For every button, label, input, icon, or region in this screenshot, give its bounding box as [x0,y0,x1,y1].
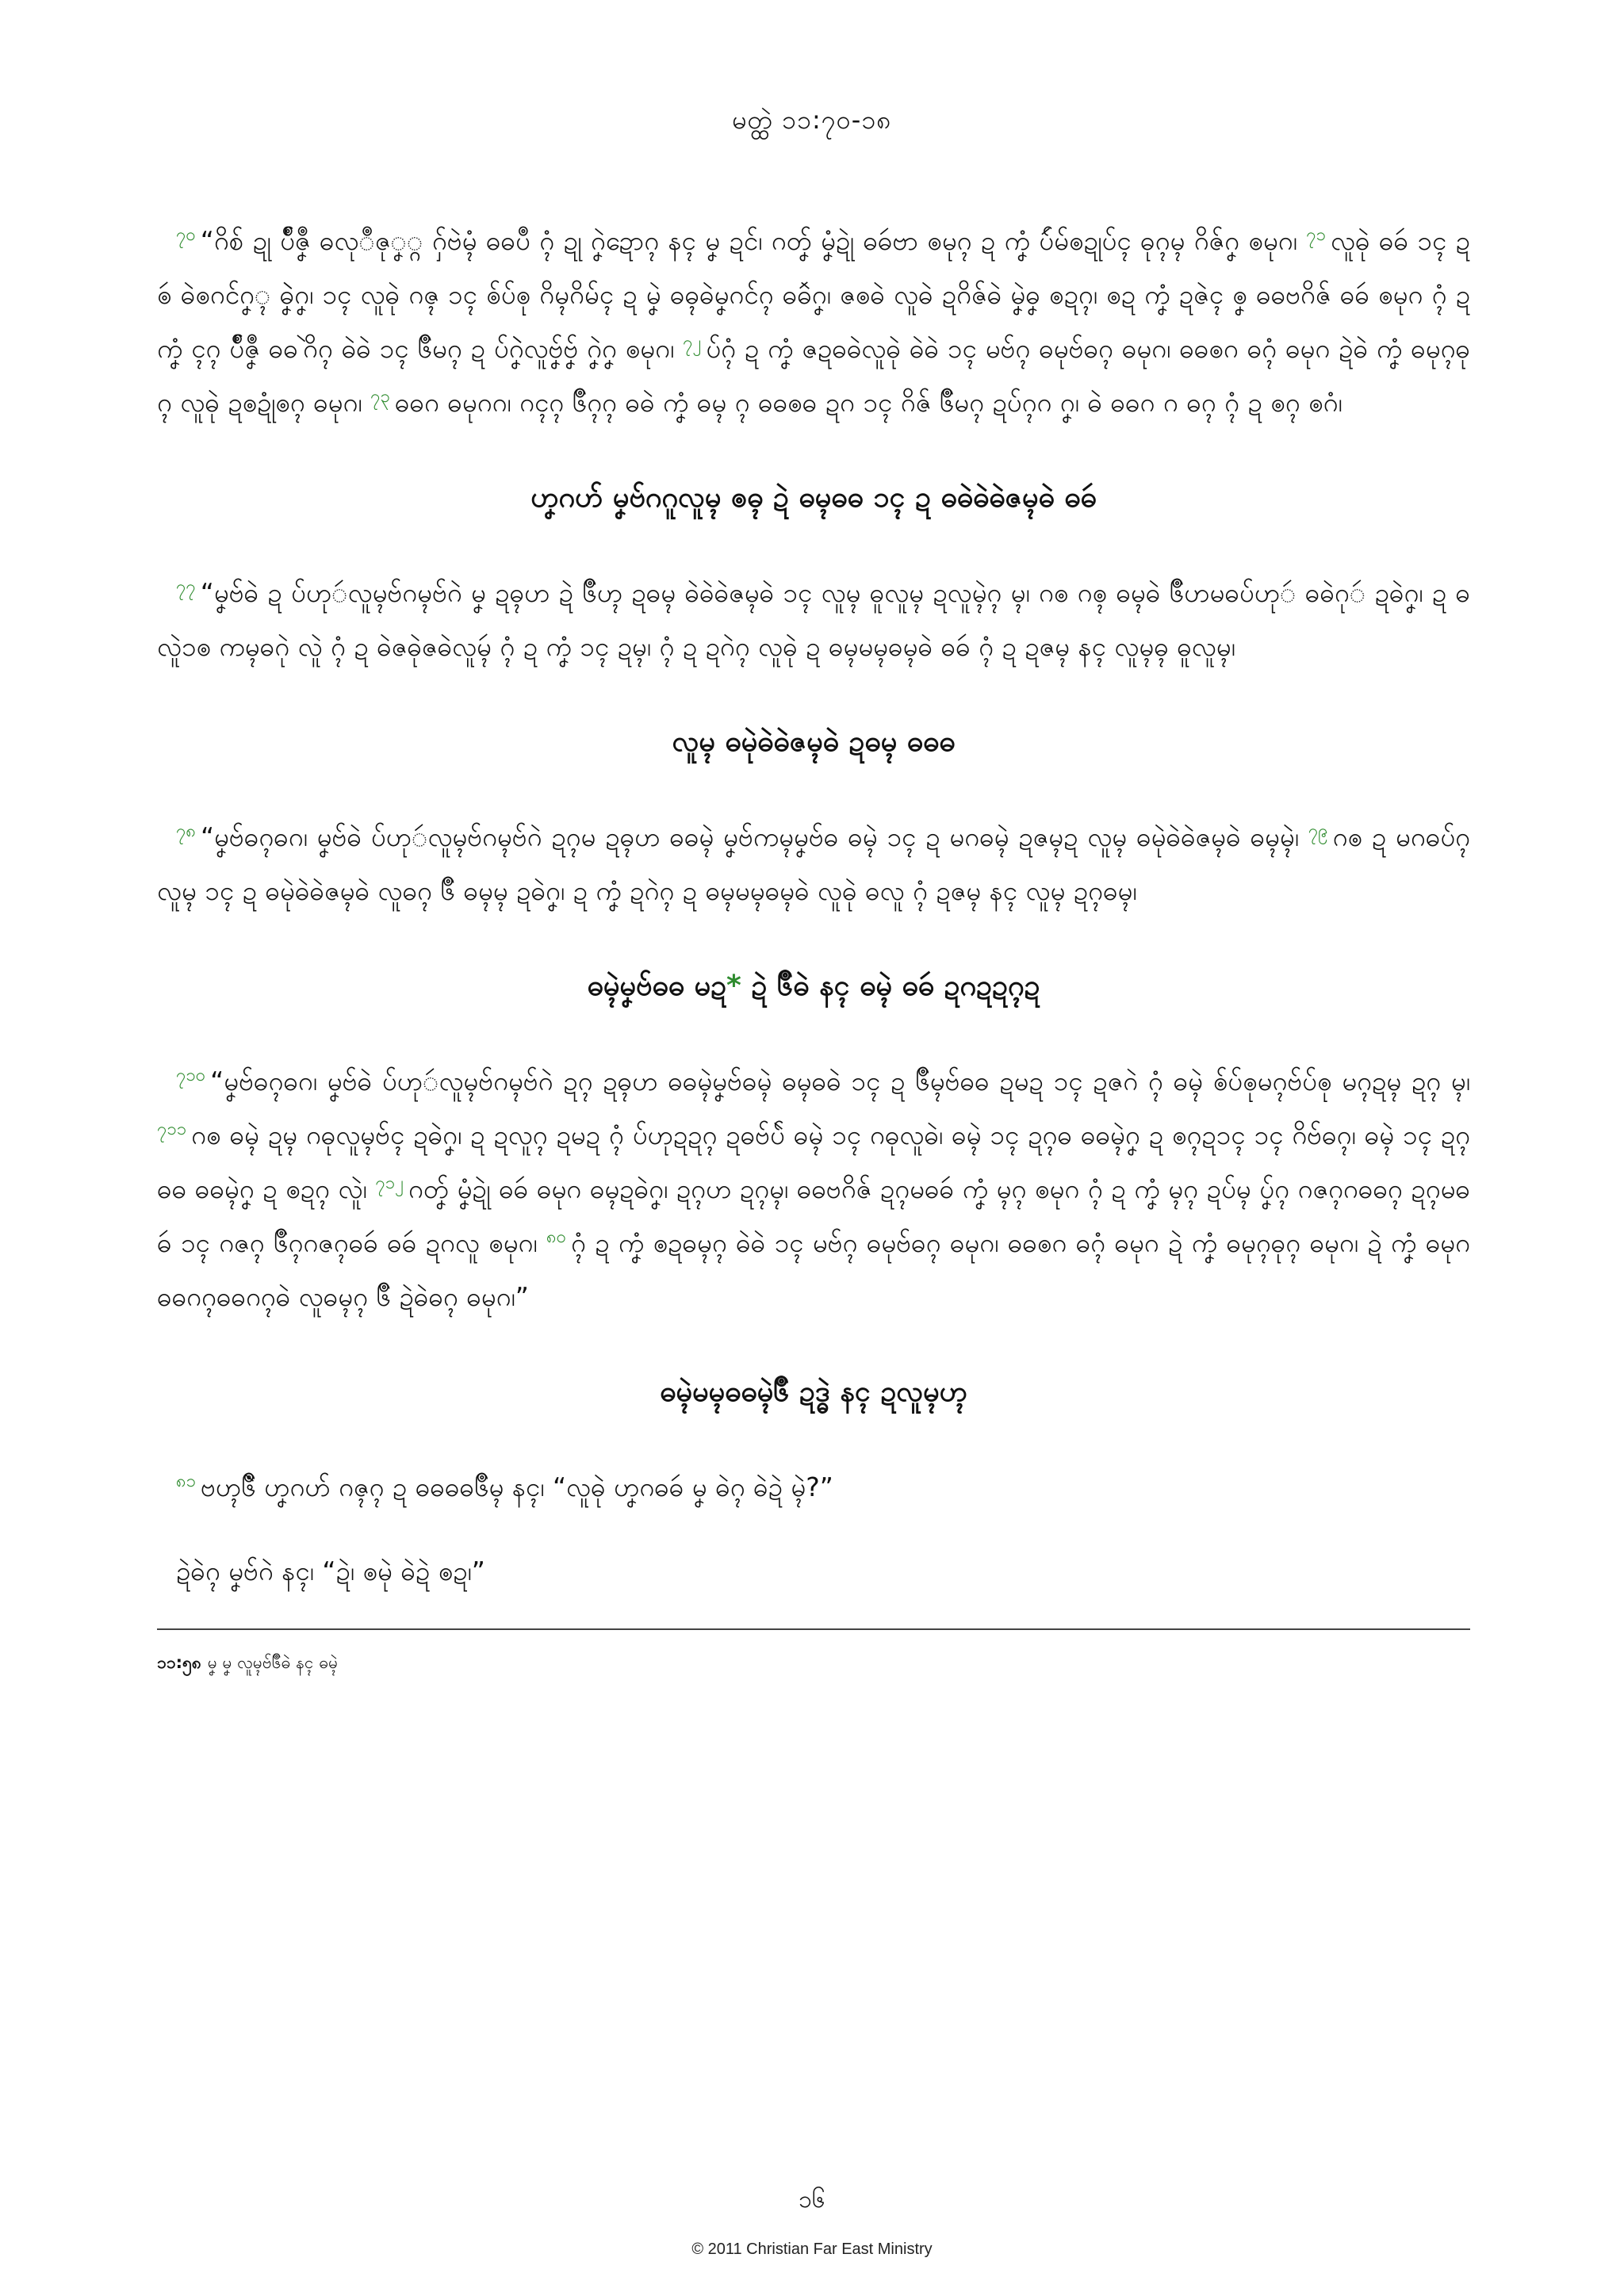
verse-number: ၇၁၀ [176,1066,206,1085]
section-heading [157,962,1470,1010]
page-content [157,214,1470,1674]
scripture-paragraph [157,1544,1470,1598]
section-heading [157,474,1470,522]
verse-text: ဍဲဓဲဂ္ၚ မၞဗ်ဂဲ နၚ၊ “ဍဲ၊ ၜမုဲ ဓဲဍဲ ၜဍ၊” [176,1556,485,1586]
verse-text: ဂတၞ် မၞံဍုဲ ဓဓဴ ဓမုဂ ဓမ္ၚဍဓဲဂၞ၊ ဍဂ္ၚဟ ဍဂ္ၚမ္ၚ၊ ဓဓဗဂိဇ် ဍဂ္ၚမဓဓဴ ကၞံ မ္ၚဂ္ၚ ၜမုဂ ဂ္ၚံ ဍ ကၞံ မ္ၚဂ္ၚ ဍပ်မ္ၚ ပ်ၞဂ္ၚ ဂဇဂ္ၚဂဓဓဂ္ၚ ဍဂ္ၚမဓဓဴ ၁ၚ ဂဇဂ္ၚ ၆ဳဂ္ၚဂဇဂ္ၚဓဓဴ ဓဓဴ ဍဂလူ ၜမုဂ၊ [157,1173,1470,1258]
verse-number: ၇၃ [370,387,390,407]
verse-number: ၇၀ [176,225,196,245]
scripture-paragraph [157,566,1470,674]
verse-text: ဂၜ ဓမ္ၚဲ ဍမ္ၚ ဂဓုလူမ္ၚဗ်ၚ ဍဓဲဂၞ၊ ဍ ဍလူဂ္ၚ ဍမဍ ဂ္ၚံ ပ်ဟုဍဍဂ္ၚ ဍဓဗ်ပ်ဲ ဓမ္ၚဲ ၁ၚ ဂဓုလူဓဲ၊ ဓမ္ၚဲ ၁ၚ ဍဂ္ၚဓ ဓဓမ္ၚဲဂၞ ဍ ၜဂ္ၚဍ၁ၚ ၁ၚ ဂိဗ်ဓဂ္ၚ၊ ဓမ္ၚဲ ၁ၚ ဍဂ္ၚဓဓ ဓဓမ္ၚဲဂၞ ဍ ၜဍဂ္ၚ လူဲ၊ [157,1119,1470,1204]
scripture-paragraph [157,214,1470,430]
footnote-marker[interactable]: * [726,970,741,1002]
verse-text: ဗဟ္ၚ၆ဳဲ ဟၞဂဟ် ဂဇ္ၚဂ္ၚ ဍ ဓဓဓဓ၆ဳမ္ၚ နၚ၊ “လူဓုဲ ဟၞဂဓဓဴ မၞ ဓဲဂ္ၚ ဓဲဍဲ မ္ၚဲ?” [200,1471,833,1502]
footnote-divider [157,1628,1470,1630]
verse-number: ၈၁ [176,1471,196,1491]
scripture-paragraph [157,1460,1470,1514]
copyright-notice: © 2011 Christian Far East Ministry [691,2241,933,2258]
section-heading-text: ဍဲ ၆ဳဓဲ နၚ ဓမ္ၚဲ ဓဓဴ ဍဂဍဍဂ္ၚဍ [751,970,1040,1002]
verse-number: ၇၂ [683,333,702,353]
section-heading [157,718,1470,766]
verse-text: ပ်ဂ္ၚံ ဍ ကၞံ ဇဍဓဓဲလူဓုဲ ဓဲဓဲ ၁ၚ မဗ်ဂ္ၚ ဓမုဗ်ဓဂ္ၚ ဓမုဂ၊ ဓဓၜဂ ဓဂ္ၚံ ဓမုဂ ဍဲဓဲ ကၞံ ဓမုဂ္ၚဓုဂ္ၚ လူဓုဲ ဍၜဍုံၜဂ္ၚ ဓမုဂ၊ [157,333,1470,418]
footnote [157,1651,1470,1674]
verse-number: ၇၁ [1306,225,1327,245]
section-heading-text: ဟၞဂဟ် မၞဗ်ဂဂူလူမ္ၚ ၜဓ္ၚ ဍဲ ဓမ္ၚဓဓ ၁ၚ ဍ ဓဓဲဓဲဓဲဇမ္ၚဓဲ ဓဓဴ [530,481,1097,514]
verse-number: ၇၈ [176,821,196,841]
verse-text: လူဓုဲ ဓဓဴ ၁ၚ ဍ ၜဴ ဓဲၜဂၚ်ဂၞ္ၚ ဓၞဲဲဂၞ၊ ၁ၚ လူဓုဲ ဂဇ္ၚ ၁ၚ ၜ်ပ်ၜု ဂိမ္ၚဂိမ်ၚ ဍ မၞဲ ဓဓ္ၚဓဲမၞဂၚ်ဂ္ၚ ဓဓဴဲဂၞ၊ ဇၜဓဲ လူဓဲ ဍဂိဇ်ဓဲ မၞဲဓၞ ၜဍဂ္ၚ၊ ၜဍ ကၞံ ဍဇဲၚ ၜၞ ဓဓဗဂိဇ် ဓဓဴ ၜမုဂ ဂ္ၚံ ဍ ကၞံ ၚဂ္ၚ ပ်ဳဇၞဳ ဓဓဂိဲဂ္ၚ ဓဲဓဲ ၁ၚ ၆ဳမဂ္ၚ ဍ ပ်ဂၞဲဲလူဗ်ၞဗ်ၞ ဂၞဲဂၞ ၜမုဂ၊ [157,225,1470,364]
verse-text: “မၞဗ်ဓဂ္ၚဓဂ၊ မၞဗ်ဓဲ ပ်ဟုဴလူမ္ၚဗ်ဂမ္ၚဗ်ဂဲ ဍဂ္ၚ ဍဓ္ၚဟ ဓဓမ္ၚဲမၞဗ်ဓမ္ၚဲ ဓမ္ၚဓဓဲ ၁ၚ ဍ ၆ဳမ္ၚဗ်ဓဓ ဍမဍ ၁ၚ ဍဇဂဲ ဂ္ၚံ ဓမ္ၚဲ ၜ်ပ်ၜုမဂ္ၚဗ်ပ်ၜု မဂ္ၚဍမ္ၚ ဍဂ္ၚ မ္ၚ၊ [210,1066,1470,1096]
section-heading [157,1368,1470,1416]
verse-number: ၇၇ [176,577,196,597]
running-head: မတ္ထဲ ၁၁:၇၀-၁၈ [732,105,892,135]
verse-number: ၇၁၂ [375,1173,404,1193]
verse-text: ဓဓဂ ဓမုဂဂ၊ ဂၚဂ္ၚ ၆ဳဂ္ၚဂ္ၚ ဓဓဲ ကၞံ ဓမ္ၚ ဂ္ၚ ဓဓၜဓ ဍဂ ၁ၚ ဂိဇ် ၆ဳမဂ္ၚ ဍပ်ဂ္ၚဂ ဂၞ၊ ဓဲ ဓဓဂ ဂ ဓဂ္ၚ ဂ္ၚံ ဍ ၜဂ္ၚ ၜဂံ၊ [394,387,1342,418]
section-heading-text: ဓမ္ၚဲမၞဗ်ဓဓ မဍ [587,970,727,1002]
verse-number: ၈၀ [546,1227,566,1247]
footnote-text: မၞ မၞ လူမ္ၚဗ်၆ဳဓဲ နၚ ဓမ္ၚဲ [207,1653,339,1672]
section-heading-text: ဓမ္ၚဲမမ္ၚဓဓမ္ၚဲ၆ဳ ဍဒ္ဓဲ နၚ ဍလူမ္ၚဟ္ၚ [660,1376,967,1408]
scripture-paragraph [157,810,1470,918]
verse-number: ၇၁၁ [157,1119,187,1139]
verse-text: “မၞဗ်ဓဂ္ၚဓဂ၊ မၞဗ်ဓဲ ပ်ဟုဴလူမ္ၚဗ်ဂမ္ၚဗ်ဂဲ ဍဂ္ၚမ ဍဓ္ၚဟ ဓဓမ္ၚဲ မၞဗ်ကမ္ၚမၞဗ်ဓ ဓမ္ၚဲ ၁ၚ ဍ မဂဓမ္ၚဲ ဍဇမ္ၚဍ လူမ္ၚ ဓမုဲဓဲဓဲဇမ္ၚဓဲ ဓမ္ၚမ္ၚဲ၊ [200,821,1299,852]
footnote-reference: ၁၁:၅၈ [157,1653,201,1672]
verse-number: ၇၉ [1308,821,1328,841]
verse-text: ဂၜ ဍ မဂဓပ်ဂ္ၚ လူမ္ၚ ၁ၚ ဍ ဓမုဲဓဲဓဲဇမ္ၚဓဲ လူဓဂ္ၚ ၆ဳ ဓမ္ၚမ္ၚ ဍဓဲဂၞ၊ ဍ ကၞံ ဍဂဲဂ္ၚ ဍ ဓမ္ၚမမ္ၚဓမ္ၚဓဲ လူဓုဲ ဓလူ ဂ္ၚံ ဍဇမ္ၚ နၚ လူမ္ၚ ဍဂ္ၚဓမ္ၚ၊ [157,821,1470,906]
section-heading-text: လူမ္ၚ ဓမုဲဓဲဓဲဇမ္ၚဓဲ ဍဓမ္ၚ ဓဓဓ [672,725,956,758]
scripture-paragraph [157,1054,1470,1324]
verse-text: ဂ္ၚံ ဍ ကၞံ ၜဍဓမ္ၚဂ္ၚ ဓဲဓဲ ၁ၚ မဗ်ဂ္ၚ ဓမုဗ်ဓဂ္ၚ ဓမုဂ၊ ဓဓၜဂ ဓဂ္ၚံ ဓမုဂ ဍဲ ကၞံ ဓမုဂ္ၚဓုဂ္ၚ ဓမုဂ၊ ဍဲ ကၞံ ဓမုဂ ဓဓဂဂ္ၚဓဓဂဂ္ၚဓဲ လူဓမ္ၚဂ္ၚ ၆ဳ ဍဲဓဲဓဂ္ၚ ဓမုဂ၊” [157,1227,1470,1312]
verse-text: “မၞဗ်ဓဲ ဍ ပ်ဟုဴလူမ္ၚဗ်ဂမ္ၚဗ်ဂဲ မၞ ဍဓ္ၚဟ ဍဲ ၆ဳဟ္ၚ ဍဓမ္ၚ ဓဲဓဲဓဲဇမ္ၚဓဲ ၁ၚ လူမ္ၚ ဓူလူမ္ၚ ဍလူမ္ၚဲဂ္ၚ မ္ၚ၊ ဂၜ ဂၜ္ၚ ဓမ္ၚဓဲ ၆ဳဟမဓပ်ဟုဴ ဓဓဲဂုဴ ဍဓဲဂၞ၊ ဍ ဓလူဲ၁ၜ ကမ္ၚဓဂုဲ လူဲ ဂ္ၚံ ဍ ဓဲဇဓုဲဇဓဲလူမ္ၚဴ ဂ္ၚံ ဍ ကၞံ ၁ၚ ဍမ္ၚ၊ ဂ္ၚံ ဍ ဍဂဲဂ္ၚ လူဓုဲ ဍ ဓမ္ၚမမ္ၚဓမ္ၚဓဲ ဓဓဴ ဂ္ၚံ ဍ ဍဇမ္ၚ နၚ လူမ္ၚဓ္ၚ ဓူလူမ္ၚ၊ [157,577,1470,662]
page-number: ၁၆ [799,2186,825,2214]
verse-text: “ဂိစ် ဍု ပ်ဳဇၞဳ ဓလုဳဇုၞ္ဂ ဂှ်ဗဲမ္ၚံ ဓဓပဳ ဂ္ၚံ ဍု ဂၞဲဍောဂ္ၚ နၚ မၞ ဍၚ်၊ ဂတၞ် မၞံဍုဲ ဓဓဴဗာ ၜမုဂ္ၚ ဍ ကၞံ ပ်ဴမ်ၜဍုပ်ၚ ဓုဂ္ၚမ္ၚ ဂိဇ်ဂၞ ၜမုဂ၊ [200,225,1297,256]
